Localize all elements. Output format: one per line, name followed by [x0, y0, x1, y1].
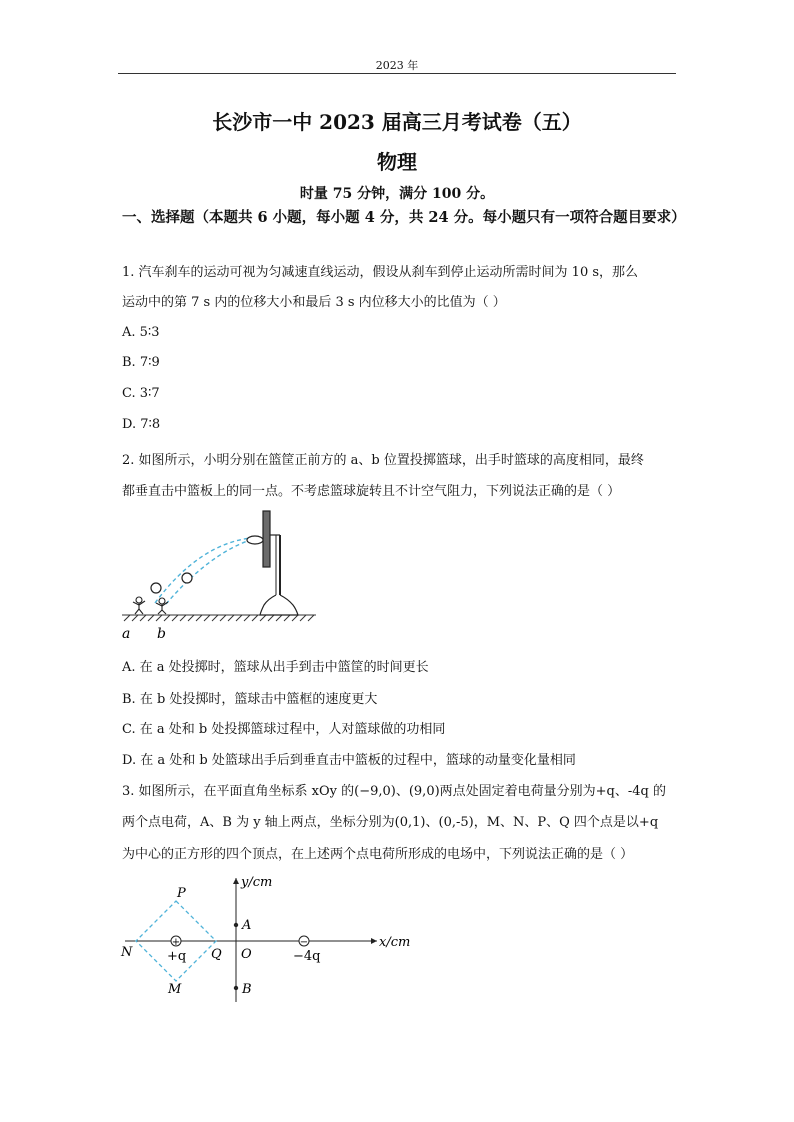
- label-b: b: [157, 626, 166, 642]
- q2-line2: 都垂直击中篮板上的同一点。不考虑篮球旋转且不计空气阻力，下列说法正确的是（ ）: [122, 484, 621, 499]
- label-p: P: [177, 886, 186, 901]
- label-o: O: [241, 947, 252, 962]
- minus-sign: −: [299, 937, 309, 948]
- section-heading: 一、选择题（本题共 6 小题，每小题 4 分，共 24 分。每小题只有一项符合题目要求）: [122, 209, 686, 226]
- label-y-axis: y/cm: [241, 875, 273, 890]
- plus-sign: +: [171, 937, 181, 948]
- label-a-point: A: [242, 918, 252, 933]
- q1-line1: 1. 汽车刹车的运动可视为匀减速直线运动，假设从刹车到停止运动所需时间为 10 s，那么: [122, 265, 639, 280]
- basketball: [182, 573, 192, 583]
- player-a-icon: [133, 597, 145, 614]
- negative-charge-icon: [299, 936, 309, 948]
- point-b: [234, 986, 238, 990]
- label-x-axis: x/cm: [379, 935, 411, 950]
- exam-subject: 物理: [377, 150, 417, 174]
- q1-line2: 运动中的第 7 s 内的位移大小和最后 3 s 内位移大小的比值为（ ）: [122, 295, 506, 310]
- q3-line1: 3. 如图所示，在平面直角坐标系 xOy 的(−9,0)、(9,0)两点处固定着电荷量分别为+q、-4q 的: [122, 784, 666, 799]
- q2-line1: 2. 如图所示，小明分别在篮筐正前方的 a、b 位置投掷篮球，出手时篮球的高度相同，最终: [122, 453, 644, 468]
- positive-charge-icon: [171, 936, 181, 948]
- ground: [122, 615, 316, 621]
- q2-option-b: B. 在 b 处投掷时，篮球击中篮框的速度更大: [122, 692, 378, 707]
- q3-line3: 为中心的正方形的四个顶点，在上述两个点电荷所形成的电场中，下列说法正确的是（ ）: [122, 847, 634, 862]
- q2-option-c: C. 在 a 处和 b 处投掷篮球过程中，人对篮球做的功相同: [122, 722, 446, 737]
- header-divider: [118, 73, 676, 74]
- label-a: a: [122, 626, 131, 642]
- trajectory-b: [166, 540, 250, 604]
- q1-option-c: C. 3∶7: [122, 386, 160, 401]
- page-header-year: 2023 年: [375, 59, 419, 72]
- basketball-figure: [118, 505, 323, 645]
- q2-option-a: A. 在 a 处投掷时，篮球从出手到击中篮筐的时间更长: [122, 660, 429, 675]
- exam-title: 长沙市一中 2023 届高三月考试卷（五）: [212, 110, 582, 134]
- basketball: [151, 583, 161, 593]
- point-a: [234, 923, 238, 927]
- label-plus-q: +q: [167, 949, 187, 964]
- label-q: Q: [211, 947, 222, 962]
- exam-timing: 时量 75 分钟，满分 100 分。: [299, 186, 495, 202]
- label-n: N: [121, 945, 133, 960]
- coordinate-figure: [115, 872, 415, 1007]
- q3-line2: 两个点电荷，A、B 为 y 轴上两点，坐标分别为(0,1)、(0,-5)，M、N、P、Q 四个点是以+q: [122, 815, 659, 830]
- q1-option-d: D. 7∶8: [122, 417, 161, 432]
- trajectory-a: [155, 538, 250, 603]
- q1-option-b: B. 7∶9: [122, 355, 160, 370]
- label-minus-4q: −4q: [293, 949, 321, 964]
- basketball-hoop-icon: [247, 511, 298, 615]
- q2-option-d: D. 在 a 处和 b 处篮球出手后到垂直击中篮板的过程中，篮球的动量变化量相同: [122, 753, 576, 768]
- q1-option-a: A. 5∶3: [122, 325, 160, 340]
- label-m: M: [168, 982, 182, 997]
- label-b-point: B: [242, 982, 252, 997]
